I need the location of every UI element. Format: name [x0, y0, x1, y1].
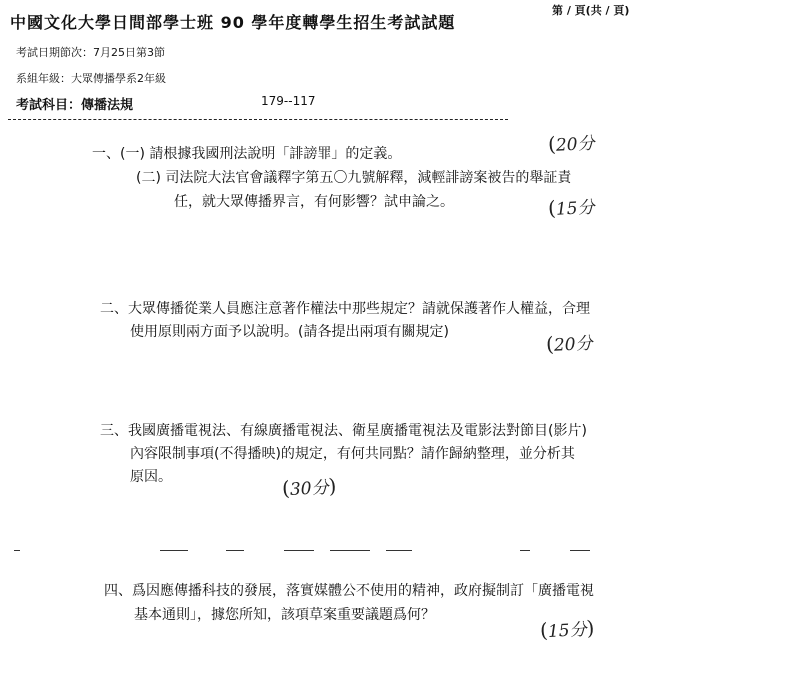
question-2-line-1: 二、大眾傳播從業人員應注意著作權法中那些規定？請就保護著作人權益，合理: [100, 301, 590, 317]
question-3-line-3: 原因。: [130, 469, 172, 485]
department-grade: 系組年級：大眾傳播學系2年級: [16, 72, 166, 85]
question-4-line-2: 基本通則」，據您所知，該項草案重要議題爲何？: [134, 607, 435, 623]
scan-mark: [386, 550, 412, 551]
exam-subject: [16, 94, 316, 113]
question-3-line-1: 三、我國廣播電視法、有線廣播電視法、衛星廣播電視法及電影法對節目(影片): [100, 423, 587, 439]
subject-code: 179--117: [261, 94, 316, 108]
header-divider: [8, 119, 508, 120]
scan-mark: [330, 550, 370, 551]
page-number: 第 / 頁(共 / 頁): [552, 4, 630, 17]
question-3-line-2: 內容限制事項(不得播映)的規定，有何共同點？請作歸納整理，並分析其: [130, 446, 575, 462]
question-2-line-2: 使用原則兩方面予以說明。(請各提出兩項有關規定): [130, 324, 449, 340]
question-1-part-2: (二) 司法院大法官會議釋字第五〇九號解釋，減輕誹謗案被告的舉証責: [136, 170, 572, 186]
scan-mark: [226, 550, 244, 551]
exam-subject-label: 考試科目：傳播法規: [16, 98, 134, 113]
exam-date: 考試日期節次：7月25日第3節: [16, 46, 165, 59]
score-q4-text: 15分: [547, 619, 588, 642]
score-q4: (15分): [539, 615, 595, 643]
score-q2: (20分: [545, 331, 594, 357]
score-q3: (30分): [281, 473, 337, 501]
scan-mark: [160, 550, 188, 551]
question-1-part-1: 一、(一) 請根據我國刑法說明「誹謗罪」的定義。: [92, 146, 402, 162]
scan-mark: [284, 550, 314, 551]
exam-title: 中國文化大學日間部學士班 90 學年度轉學生招生考試試題: [10, 13, 456, 32]
scan-mark: [570, 550, 590, 551]
scan-mark: [14, 550, 20, 551]
score-q1-part-2-text: 15分: [555, 197, 596, 220]
score-q3-text: 30分: [289, 477, 330, 500]
score-q2-text: 20分: [553, 333, 594, 356]
score-q1-part-1-text: 20分: [555, 133, 596, 156]
score-q1-part-1: (20分: [547, 131, 596, 157]
score-q1-part-2: (15分: [547, 195, 596, 221]
question-4-line-1: 四、爲因應傳播科技的發展，落實媒體公不使用的精神，政府擬制訂「廣播電視: [104, 583, 594, 599]
scan-mark: [520, 550, 530, 551]
question-1-part-2-cont: 任，就大眾傳播界言，有何影響？試申論之。: [174, 194, 454, 210]
